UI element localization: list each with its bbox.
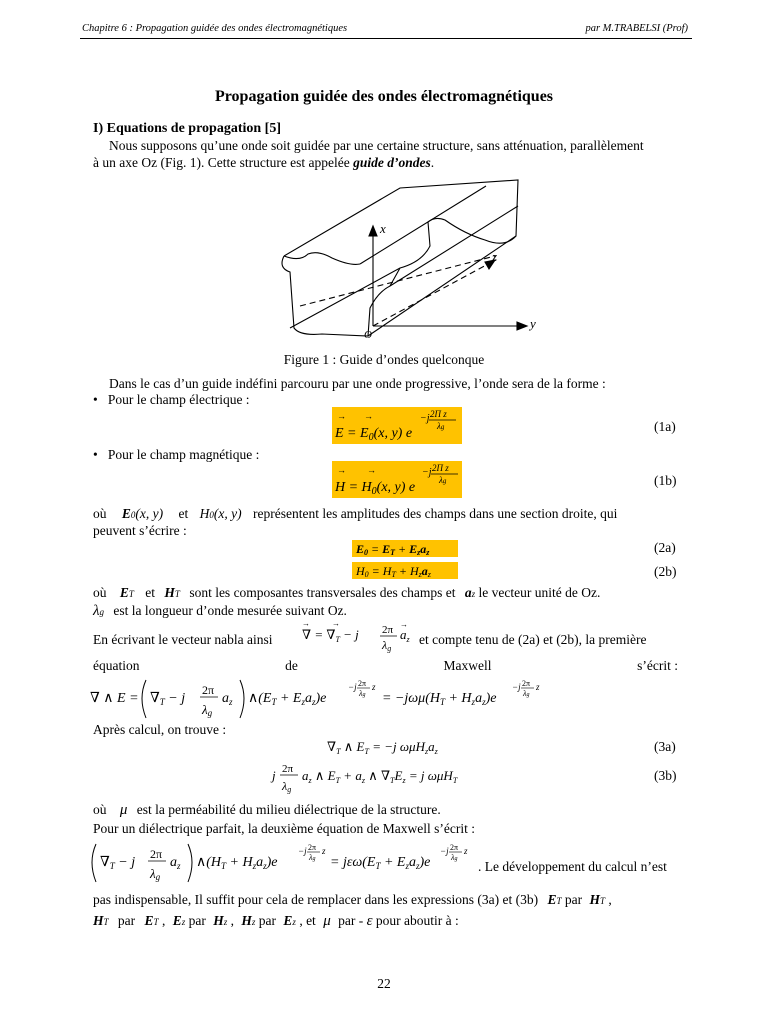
- peuvent-line: peuvent s’écrire :: [93, 523, 187, 538]
- axis-z-label: z: [492, 249, 498, 264]
- svg-text:2π: 2π: [450, 843, 459, 852]
- eq-number-3b: (3b): [654, 768, 677, 783]
- par-word-1: par: [564, 892, 583, 907]
- replace-line-2: HT par ET , Ez par Hz , Hz par Ez , et μ par - ε pour aboutir à :: [93, 913, 459, 929]
- svg-text:az ∧ ET + az ∧ ∇TEz = j ωμHT: $a_z$ ∧ $E_T + a_z$ ∧ $\nabla_TE_z = j$ ωμH$_T$: [302, 768, 458, 785]
- svg-text:H0 = HT + Hzaz: H0 = HT + Hzaz: [356, 564, 431, 579]
- svg-text:→: →: [337, 465, 346, 475]
- page-title: Propagation guidée des ondes électromagnétiques: [214, 88, 554, 105]
- eq-number-1b: (1b): [654, 473, 677, 488]
- svg-text:λg: λg: [359, 689, 366, 698]
- de-word: de: [285, 658, 298, 673]
- amplitude-line: où E0(x, y) et H0(x, y) représentent les amplitudes des champs dans une section droite, qui: [93, 506, 618, 521]
- bullet-electric-label: Pour le champ électrique :: [107, 392, 250, 407]
- maxwell-first-equation: [88, 672, 548, 724]
- svg-text:2π: 2π: [308, 843, 317, 852]
- ou-word-2: où: [93, 585, 107, 600]
- unit-vector-text: le vecteur unité de Oz.: [478, 585, 601, 600]
- svg-text:−j: −j: [348, 682, 357, 692]
- origin-label: O: [364, 329, 372, 341]
- header-rule: [80, 38, 692, 39]
- nabla-intro: En écrivant le vecteur nabla ainsi: [93, 632, 273, 647]
- svg-text:λg: λg: [150, 866, 161, 882]
- svg-text:E0 = ET + Ezaz: E0 = ET + Ezaz: [356, 542, 430, 557]
- svg-text:→: →: [400, 620, 408, 629]
- et-word-1: et: [178, 506, 189, 521]
- svg-text:∇T − j: $\nabla_T - j$: [150, 691, 186, 707]
- svg-text:az: $a_z$: [222, 691, 233, 707]
- bullet-electric: • Pour le champ électrique :: [93, 392, 250, 407]
- svg-text:∧(ET + Ezaz)e: $\wedge(E_T + E_za_z)e$: [248, 691, 327, 707]
- svg-text:2π: 2π: [522, 679, 531, 688]
- svg-text:2π: 2π: [282, 763, 294, 775]
- svg-text:λg: λg: [202, 702, 213, 718]
- svg-text:E = E0(x, y) e: $E = E_0(x$, y) e: [335, 426, 413, 443]
- paragraph-intro-line2: [93, 154, 434, 171]
- paragraph-intro-line1: Nous supposons qu’une onde soit guidée par une certaine structure, sans atténuation, parallèlement: [109, 138, 644, 153]
- bullet-magnetic-label: Pour le champ magnétique :: [107, 447, 260, 462]
- intro-period: .: [430, 155, 435, 170]
- equation-1a-box: [332, 407, 462, 444]
- page-number: 22: [377, 976, 391, 991]
- mu-line: où μ est la perméabilité du milieu diélectrique de la structure.: [93, 802, 441, 818]
- svg-text:2Π z: 2Π z: [432, 463, 449, 473]
- svg-text:λg: λg: [523, 689, 530, 698]
- nabla-formula: [300, 617, 418, 657]
- equation-1b-box: [332, 461, 462, 498]
- par-word-3: par: [188, 913, 206, 928]
- par-word-4: par: [258, 913, 277, 928]
- svg-text:2Π z: 2Π z: [430, 409, 447, 419]
- svg-text:2π: 2π: [358, 679, 367, 688]
- maxwell-word: Maxwell: [443, 658, 492, 673]
- transverse-text: sont les composantes transversales des champs et: [189, 585, 456, 600]
- transverse-line: où ET et HT sont les composantes transversales des champs et az le vecteur unité de Oz.: [93, 585, 601, 600]
- axis-y-label: y: [530, 316, 536, 331]
- svg-text:z: z: [322, 846, 326, 856]
- replace-line: pas indispensable, Il suffit pour cela de remplacer dans les expressions (3a) et (3b) ET par HT ,: [93, 892, 612, 907]
- waveguide-figure: [240, 176, 550, 346]
- par-word-2: par: [117, 913, 136, 928]
- header-chapter: Chapitre 6 : Propagation guidée des ondes électromagnétiques: [82, 23, 348, 34]
- svg-text:λg: λg: [451, 853, 458, 862]
- section-heading: I) Equations de propagation [5]: [93, 121, 282, 136]
- svg-text:→: →: [367, 465, 376, 475]
- lambda-line: λg est la longueur d’onde mesurée suivant Oz.: [93, 603, 347, 619]
- pour-aboutir-text: pour aboutir à :: [375, 913, 459, 928]
- svg-text:λg: λg: [309, 853, 316, 862]
- svg-text:→: →: [337, 411, 346, 421]
- svg-text:→: →: [364, 411, 373, 421]
- eq-number-1a: (1a): [654, 419, 676, 434]
- svg-text:∇T ∧ ET = −j ωμHzaz: $\nabla_T$ ∧ $E_T = -j$ $\omega\mu H_za_z$: [327, 739, 438, 756]
- svg-text:2π: 2π: [150, 847, 163, 861]
- svg-text:z: z: [372, 682, 376, 692]
- amplitude-text: représentent les amplitudes des champs dans une section droite, qui: [252, 506, 618, 521]
- svg-text:∧(HT + Hzaz)e: $\wedge(H_T + H_za_z)e$: [196, 855, 278, 871]
- apres-calcul: Après calcul, on trouve :: [93, 722, 227, 737]
- svg-text:H = H0(x, y) e: $H = H_0(x$, y) e: [335, 480, 416, 497]
- maxwell-second-equation: [88, 836, 478, 888]
- intro-text: à un axe Oz (Fig. 1). Cette structure est appelée: [93, 155, 354, 170]
- svg-text:−j: −j: [512, 682, 521, 692]
- eq-number-2b: (2b): [654, 564, 677, 579]
- mu-text: est la perméabilité du milieu diélectrique de la structure.: [136, 802, 441, 817]
- svg-text:→: →: [332, 619, 340, 628]
- svg-text:az: $a_z$: [170, 855, 181, 871]
- svg-text:j: j: [272, 768, 276, 783]
- pas-indisp-text: pas indispensable, Il suffit pour cela de remplacer dans les expressions (3a) et (3b): [93, 892, 539, 907]
- svg-text:z: z: [464, 846, 468, 856]
- svg-text:λg: λg: [437, 421, 445, 431]
- par-minus: par -: [338, 913, 364, 928]
- svg-text:→: →: [302, 619, 310, 628]
- svg-text:az: $a_z$: [400, 627, 410, 644]
- eq-number-2a: (2a): [654, 540, 676, 555]
- ou-word-1: où: [93, 506, 107, 521]
- equation-2b-box: [352, 562, 458, 579]
- svg-text:2π: 2π: [382, 624, 394, 636]
- secrit-word: s’écrit :: [637, 658, 678, 673]
- equation-word: équation: [93, 658, 140, 673]
- svg-text:2π: 2π: [202, 683, 215, 697]
- paragraph-progressive: Dans le cas d’un guide indéfini parcouru par une onde progressive, l’onde sera de la forme :: [109, 376, 606, 391]
- guide-dondes-term: guide d’ondes: [353, 155, 431, 170]
- et-word-4: et: [306, 913, 316, 928]
- svg-text:−j: −j: [422, 467, 432, 478]
- bullet-magnetic: • Pour le champ magnétique :: [93, 447, 260, 462]
- nabla-after: et compte tenu de (2a) et (2b), la première: [419, 632, 647, 647]
- et-word-2: et: [145, 585, 156, 600]
- perfect-dielectric: Pour un diélectrique parfait, la deuxième équation de Maxwell s’écrit :: [93, 821, 475, 836]
- ou-word-3: où: [93, 802, 107, 817]
- svg-text:∇T − j: $\nabla_T - j$: [100, 855, 136, 871]
- svg-text:∇ ∧ E =: ∇ ∧ E =: [90, 691, 139, 706]
- svg-text:λg: λg: [382, 638, 392, 653]
- lambda-text: est la longueur d’onde mesurée suivant Oz.: [113, 603, 347, 618]
- eq-number-3a: (3a): [654, 739, 676, 754]
- axis-x-label: x: [380, 221, 386, 236]
- figure-caption: Figure 1 : Guide d’ondes quelconque: [283, 352, 485, 367]
- svg-text:−j: −j: [440, 846, 449, 856]
- svg-text:−j: −j: [298, 846, 307, 856]
- svg-text:−j: −j: [420, 413, 430, 424]
- equation-3b: [270, 758, 510, 798]
- svg-text:= −jωμ(HT + Hzaz)e: = $-j\omega\mu(H_T + H_za_z)e$: [382, 691, 497, 707]
- equation-3a: [325, 737, 475, 757]
- header-author: par M.TRABELSI (Prof): [585, 23, 688, 34]
- svg-text:λg: λg: [282, 779, 292, 794]
- dev-text: . Le développement du calcul n’est: [478, 859, 667, 874]
- svg-text:= jεω(ET + Ezaz)e: = $j\varepsilon\omega(E_T + E_za_z)e$: [330, 855, 431, 871]
- svg-text:λg: λg: [439, 475, 447, 485]
- equation-2a-box: [352, 540, 458, 557]
- svg-text:z: z: [536, 682, 540, 692]
- svg-text:∇ = ∇T − j: ∇ = $\nabla_T - j$: [302, 627, 359, 644]
